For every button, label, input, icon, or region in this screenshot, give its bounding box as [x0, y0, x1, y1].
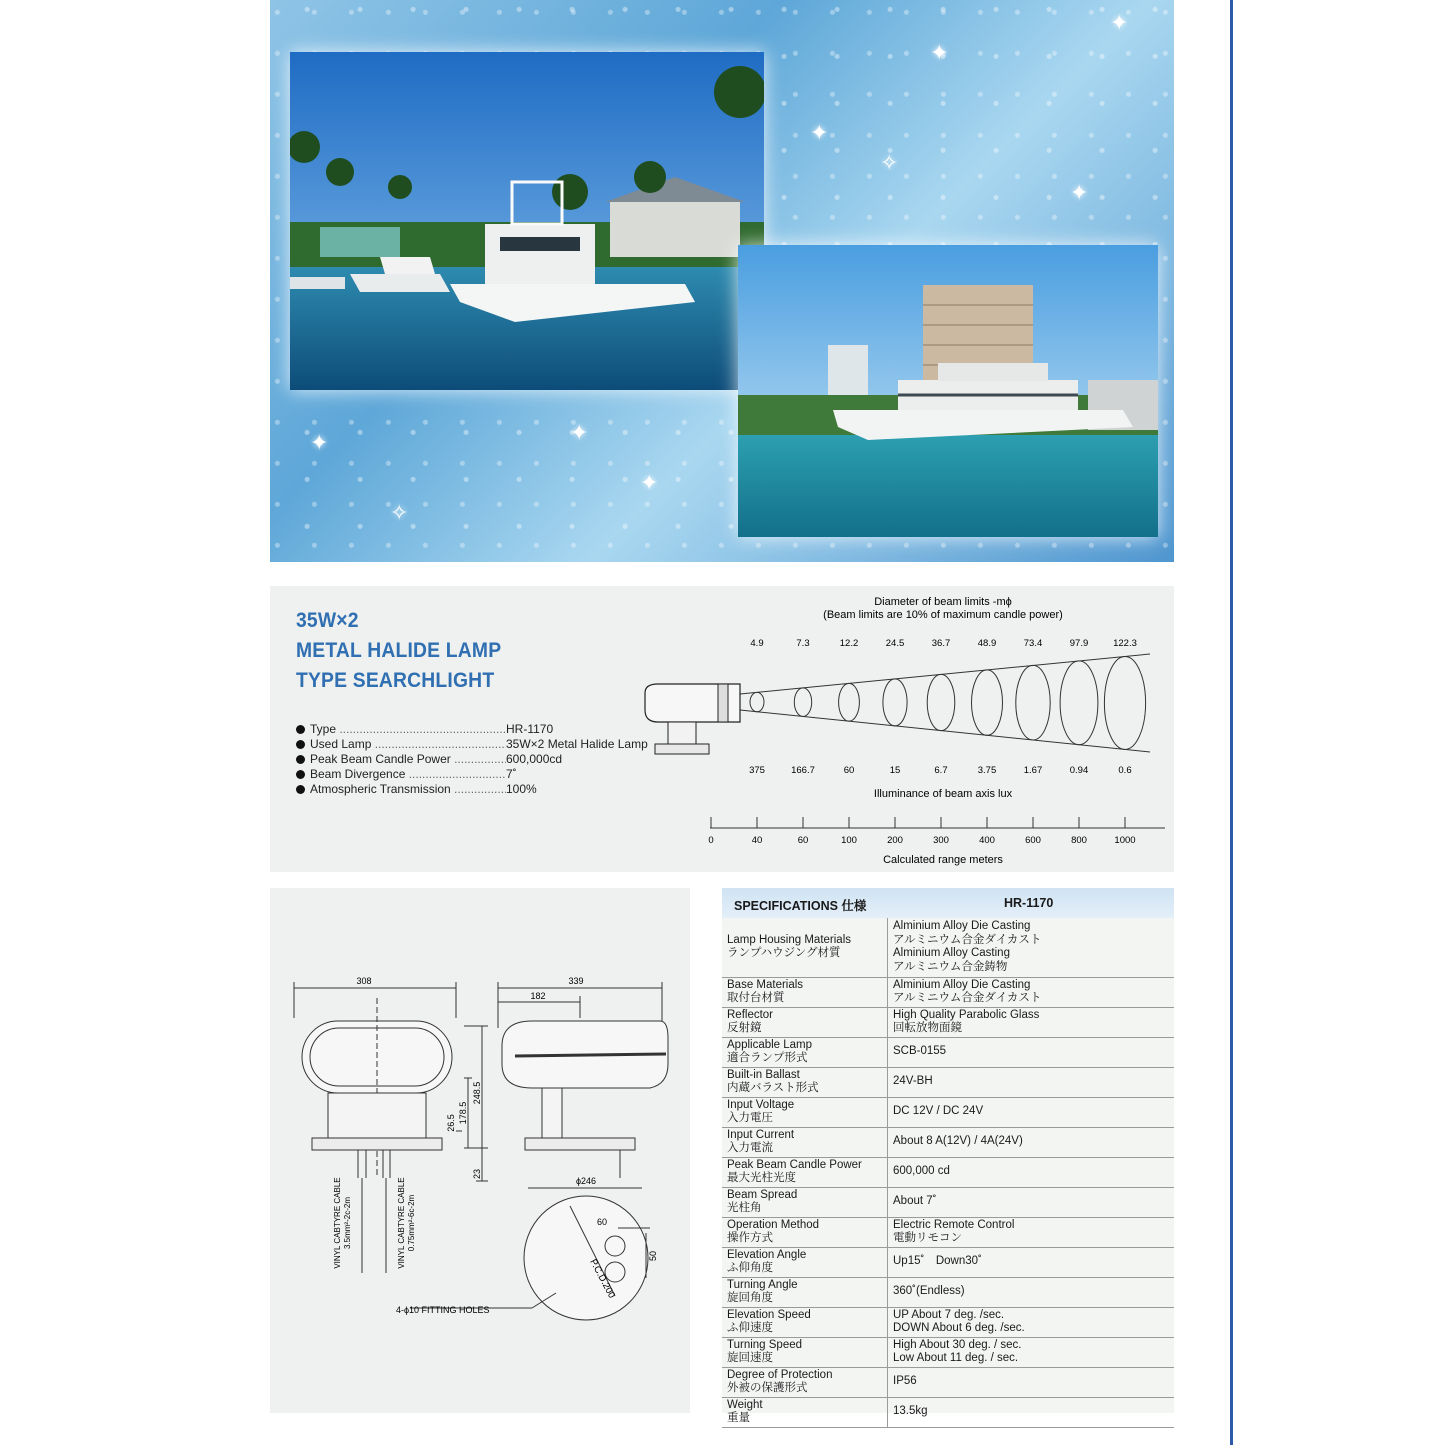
- spec-label: [722, 1007, 888, 1037]
- beam-ellipse: [1016, 665, 1050, 740]
- spec-value-line: High Quality Parabolic Glass: [893, 1008, 1040, 1021]
- spec-value-line: Electric Remote Control: [893, 1218, 1015, 1231]
- range-label: 300: [933, 835, 949, 846]
- illuminance-title: Illuminance of beam axis lux: [873, 788, 1013, 800]
- spec-value: [888, 1097, 1175, 1127]
- specifications-panel: [722, 888, 1174, 1424]
- spec-row: [722, 1367, 1174, 1397]
- spec-label-line: Degree of Protection: [727, 1368, 833, 1381]
- sparkle-icon: ✦: [1110, 10, 1129, 35]
- spec-value: [888, 977, 1175, 1007]
- lamp-title-line: METAL HALIDE LAMP: [296, 639, 502, 662]
- feature-row: [296, 752, 648, 767]
- beam-diameter-label: 122.3: [1113, 638, 1137, 649]
- feature-row: [296, 782, 648, 797]
- spec-label-line: 最大光柱光度: [727, 1172, 796, 1184]
- spec-label: [722, 1127, 888, 1157]
- range-label: 200: [887, 835, 903, 846]
- spec-value: [888, 1187, 1175, 1217]
- range-label: 800: [1071, 835, 1087, 846]
- spec-label: [722, 1187, 888, 1217]
- spec-value-line: アルミニウム合金ダイカスト: [893, 933, 1042, 946]
- spec-value: [888, 1217, 1175, 1247]
- spec-row: [722, 1397, 1174, 1427]
- spec-row: [722, 977, 1174, 1007]
- cable1-spec: 3.5mm²-2c-2m: [343, 1196, 352, 1250]
- spec-row: [722, 918, 1174, 977]
- spec-label-line: 操作方式: [727, 1232, 773, 1244]
- spec-row: [722, 1007, 1174, 1037]
- spec-label-line: 取付台材質: [727, 992, 785, 1004]
- spec-value: [888, 1367, 1175, 1397]
- dim-182: 182: [530, 991, 546, 1001]
- range-label: 40: [751, 835, 763, 846]
- spec-value-line: DC 12V / DC 24V: [893, 1105, 984, 1118]
- illuminance-label: 15: [889, 765, 901, 776]
- feature-value: 100%: [506, 782, 537, 796]
- dimension-drawing: [270, 888, 690, 1413]
- bullet-icon: [296, 785, 305, 794]
- spec-value-line: 24V-BH: [893, 1075, 933, 1088]
- feature-row: [296, 722, 648, 737]
- spec-row: [722, 1277, 1174, 1307]
- spec-row: [722, 1097, 1174, 1127]
- bullet-icon: [296, 725, 305, 734]
- beam-ellipse: [839, 683, 860, 721]
- spec-label-line: ふ仰速度: [727, 1322, 773, 1334]
- illuminance-label: 3.75: [977, 765, 997, 776]
- feature-label: Used Lamp .....: [310, 737, 506, 752]
- spec-value: [888, 1307, 1175, 1337]
- spec-row: [722, 1187, 1174, 1217]
- bullet-icon: [296, 755, 305, 764]
- illuminance-label: 0.94: [1069, 765, 1089, 776]
- beam-diameter-label: 97.9: [1069, 638, 1089, 649]
- spec-row: [722, 1247, 1174, 1277]
- spec-label-line: Operation Method: [727, 1218, 820, 1231]
- feature-value: 600,000cd: [506, 752, 563, 766]
- spec-label-line: ふ仰角度: [727, 1262, 773, 1274]
- range-label: 1000: [1114, 835, 1136, 846]
- range-label: 400: [979, 835, 995, 846]
- sparkle-icon: ✦: [930, 40, 949, 65]
- range-title: Calculated range meters: [883, 854, 1003, 866]
- spec-label-line: Turning Speed: [727, 1338, 803, 1351]
- illuminance-label: 166.7: [791, 765, 815, 776]
- spec-label: [722, 1277, 888, 1307]
- spec-value-line: 電動リモコン: [893, 1232, 962, 1244]
- beam-diameter-note: (Beam limits are 10% of maximum candle power): [823, 609, 1063, 621]
- beam-ellipse: [972, 670, 1003, 735]
- feature-label: Beam Divergence .....: [310, 767, 506, 782]
- spec-label-line: 入力電流: [727, 1142, 773, 1154]
- spec-value-line: Low About 11 deg. / sec.: [893, 1352, 1019, 1364]
- lamp-feature-list: [296, 722, 648, 797]
- spec-label: [722, 1157, 888, 1187]
- pcd-label: P.C.D.200: [587, 1257, 618, 1301]
- spec-value-line: About 8 A(12V) / 4A(24V): [893, 1135, 1023, 1148]
- feature-label: Peak Beam Candle Power .....: [310, 752, 506, 767]
- spec-label: [722, 1367, 888, 1397]
- spec-label-line: Input Voltage: [727, 1098, 795, 1111]
- beam-diameter-label: 73.4: [1023, 638, 1043, 649]
- spec-label: [722, 1097, 888, 1127]
- spec-label-line: Base Materials: [727, 978, 804, 991]
- spec-value-line: Up15˚ Down30˚: [893, 1255, 982, 1268]
- sparkle-icon: ✧: [390, 500, 409, 525]
- spec-label-line: Built-in Ballast: [727, 1068, 800, 1081]
- feature-row: [296, 767, 648, 782]
- spec-value-line: High About 30 deg. / sec.: [893, 1338, 1022, 1351]
- spec-value-line: 600,000 cd: [893, 1165, 950, 1178]
- beam-diameter-label: 4.9: [750, 638, 764, 649]
- spec-label: [722, 918, 888, 977]
- spec-row: [722, 1217, 1174, 1247]
- spec-label: [722, 1037, 888, 1067]
- beam-diameter-label: 24.5: [885, 638, 905, 649]
- dim-26: 26.5: [446, 1114, 456, 1132]
- spec-header: [722, 888, 1174, 918]
- bullet-icon: [296, 740, 305, 749]
- dim-base: ϕ246: [575, 1176, 597, 1186]
- beam-diameter-title: Diameter of beam limits -mϕ: [874, 596, 1012, 608]
- dim-60: 60: [596, 1217, 608, 1227]
- beam-ellipse: [1104, 656, 1145, 749]
- spec-label-line: Lamp Housing Materials: [727, 933, 852, 946]
- range-label: 100: [841, 835, 857, 846]
- spec-label-line: Reflector: [727, 1008, 774, 1021]
- spec-label: [722, 1307, 888, 1337]
- spec-label-line: 反射鏡: [727, 1022, 762, 1034]
- spec-value-line: 回転放物面鏡: [893, 1022, 962, 1034]
- dim-178: 178.5: [458, 1101, 468, 1125]
- sparkle-icon: ✦: [640, 470, 659, 495]
- photo-mega-yacht: [738, 245, 1158, 537]
- photo-sport-fishing-boat: [290, 52, 764, 390]
- spec-value: [888, 1157, 1175, 1187]
- spec-row: [722, 1307, 1174, 1337]
- spec-label: [722, 1337, 888, 1367]
- spec-value: [888, 1067, 1175, 1097]
- sparkle-icon: ✦: [570, 420, 589, 445]
- feature-label: Type .....: [310, 722, 506, 737]
- spec-label-line: ランプハウジング材質: [727, 947, 841, 960]
- spec-value-line: SCB-0155: [893, 1045, 947, 1058]
- beam-diameter-label: 7.3: [796, 638, 810, 649]
- spec-label-line: Elevation Speed: [727, 1308, 811, 1321]
- spec-value-line: 360˚(Endless): [893, 1285, 965, 1298]
- lamp-summary-panel: [270, 586, 1174, 872]
- range-label: 0: [708, 835, 714, 846]
- spec-label-line: 旋回角度: [727, 1292, 773, 1304]
- illuminance-label: 6.7: [934, 765, 948, 776]
- lamp-title: [296, 606, 501, 696]
- spec-label-line: 外被の保護形式: [727, 1382, 808, 1394]
- spec-label-line: 光柱角: [727, 1202, 762, 1214]
- spec-value-line: About 7˚: [893, 1195, 937, 1208]
- spec-label: [722, 977, 888, 1007]
- feature-value: 7˚: [506, 767, 517, 781]
- spec-value-line: Alminium Alloy Die Casting: [893, 978, 1031, 991]
- spec-value-line: 13.5kg: [893, 1405, 928, 1418]
- cable2-spec: 0.75mm²-6c-2m: [407, 1194, 416, 1252]
- lamp-title-line: TYPE SEARCHLIGHT: [296, 669, 495, 692]
- spec-label-line: Peak Beam Candle Power: [727, 1158, 862, 1171]
- spec-value: [888, 1037, 1175, 1067]
- spec-label-line: Elevation Angle: [727, 1248, 807, 1261]
- feature-value: HR-1170: [506, 722, 554, 736]
- beam-ellipse: [794, 688, 811, 717]
- spec-value-line: IP56: [893, 1375, 917, 1388]
- beam-ellipse: [1060, 661, 1098, 745]
- spec-header-model: HR-1170: [1004, 896, 1054, 910]
- spec-row: [722, 1337, 1174, 1367]
- spec-label-line: Input Current: [727, 1128, 795, 1141]
- illuminance-label: 0.6: [1118, 765, 1132, 776]
- beam-ellipse: [750, 692, 764, 711]
- bullet-icon: [296, 770, 305, 779]
- spec-value: [888, 1007, 1175, 1037]
- dim-width-side: 339: [568, 976, 584, 986]
- dim-23: 23: [472, 1168, 482, 1180]
- sparkle-icon: ✦: [310, 430, 329, 455]
- spec-label: [722, 1217, 888, 1247]
- cable1-label: VINYL CABTYRE CABLE: [333, 1177, 342, 1269]
- spec-label-line: Weight: [727, 1398, 763, 1411]
- spec-label-line: 内蔵バラスト形式: [727, 1082, 819, 1094]
- spec-header-title: SPECIFICATIONS 仕様: [734, 899, 867, 913]
- spec-value: [888, 1277, 1175, 1307]
- sparkle-icon: ✦: [1070, 180, 1089, 205]
- feature-row: [296, 737, 648, 752]
- spec-value-line: UP About 7 deg. /sec.: [893, 1308, 1005, 1321]
- spec-label-line: 適合ランプ形式: [727, 1052, 808, 1064]
- beam-diameter-label: 48.9: [977, 638, 997, 649]
- spec-value: [888, 918, 1175, 977]
- beam-ellipse: [927, 674, 955, 730]
- spec-label: [722, 1247, 888, 1277]
- dimension-drawing-panel: [270, 888, 690, 1413]
- beam-diameter-label: 36.7: [931, 638, 951, 649]
- spec-value-line: Alminium Alloy Casting: [893, 947, 1010, 960]
- spec-table: [722, 918, 1174, 1428]
- spec-label: [722, 1067, 888, 1097]
- dim-height: 248.5: [472, 1081, 482, 1105]
- feature-label: Atmospheric Transmission .....: [310, 782, 506, 797]
- spec-label-line: 旋回速度: [727, 1352, 773, 1364]
- spec-row: [722, 1067, 1174, 1097]
- spec-row: [722, 1157, 1174, 1187]
- spec-value: [888, 1397, 1175, 1427]
- spec-label-line: 重量: [727, 1412, 750, 1424]
- spec-label-line: 入力電圧: [727, 1112, 773, 1124]
- cable2-label: VINYL CABTYRE CABLE: [397, 1177, 406, 1269]
- spec-label-line: Applicable Lamp: [727, 1038, 813, 1051]
- photo-panel: [270, 0, 1174, 562]
- sparkle-icon: ✧: [880, 150, 899, 175]
- beam-diameter-label: 12.2: [839, 638, 859, 649]
- sparkle-icon: ✦: [810, 120, 829, 145]
- dim-50: 50: [648, 1250, 658, 1262]
- spec-row: [722, 1037, 1174, 1067]
- beam-diagram: [640, 586, 1174, 872]
- range-label: 600: [1025, 835, 1041, 846]
- spec-value: [888, 1247, 1175, 1277]
- spec-value: [888, 1337, 1175, 1367]
- spec-value-line: アルミニウム合金ダイカスト: [893, 992, 1042, 1004]
- dim-width-front: 308: [356, 976, 372, 986]
- searchlight-side-icon: [645, 684, 740, 754]
- spec-label-line: Beam Spread: [727, 1188, 798, 1201]
- spec-value-line: Alminium Alloy Die Casting: [893, 920, 1031, 933]
- spec-value: [888, 1127, 1175, 1157]
- page-edge-line: [1230, 0, 1233, 1445]
- fitting-holes-label: 4-ϕ10 FITTING HOLES: [396, 1305, 490, 1315]
- illuminance-label: 375: [749, 765, 765, 776]
- lamp-title-line: 35W×2: [296, 609, 359, 632]
- spec-value-line: DOWN About 6 deg. /sec.: [893, 1322, 1025, 1334]
- range-label: 60: [797, 835, 809, 846]
- feature-value: 35W×2 Metal Halide Lamp: [506, 737, 648, 751]
- illuminance-label: 1.67: [1023, 765, 1043, 776]
- spec-row: [722, 1127, 1174, 1157]
- spec-label: [722, 1397, 888, 1427]
- illuminance-label: 60: [843, 765, 855, 776]
- spec-value-line: アルミニウム合金鋳物: [893, 960, 1008, 973]
- spec-label-line: Turning Angle: [727, 1278, 798, 1291]
- beam-ellipse: [883, 679, 907, 726]
